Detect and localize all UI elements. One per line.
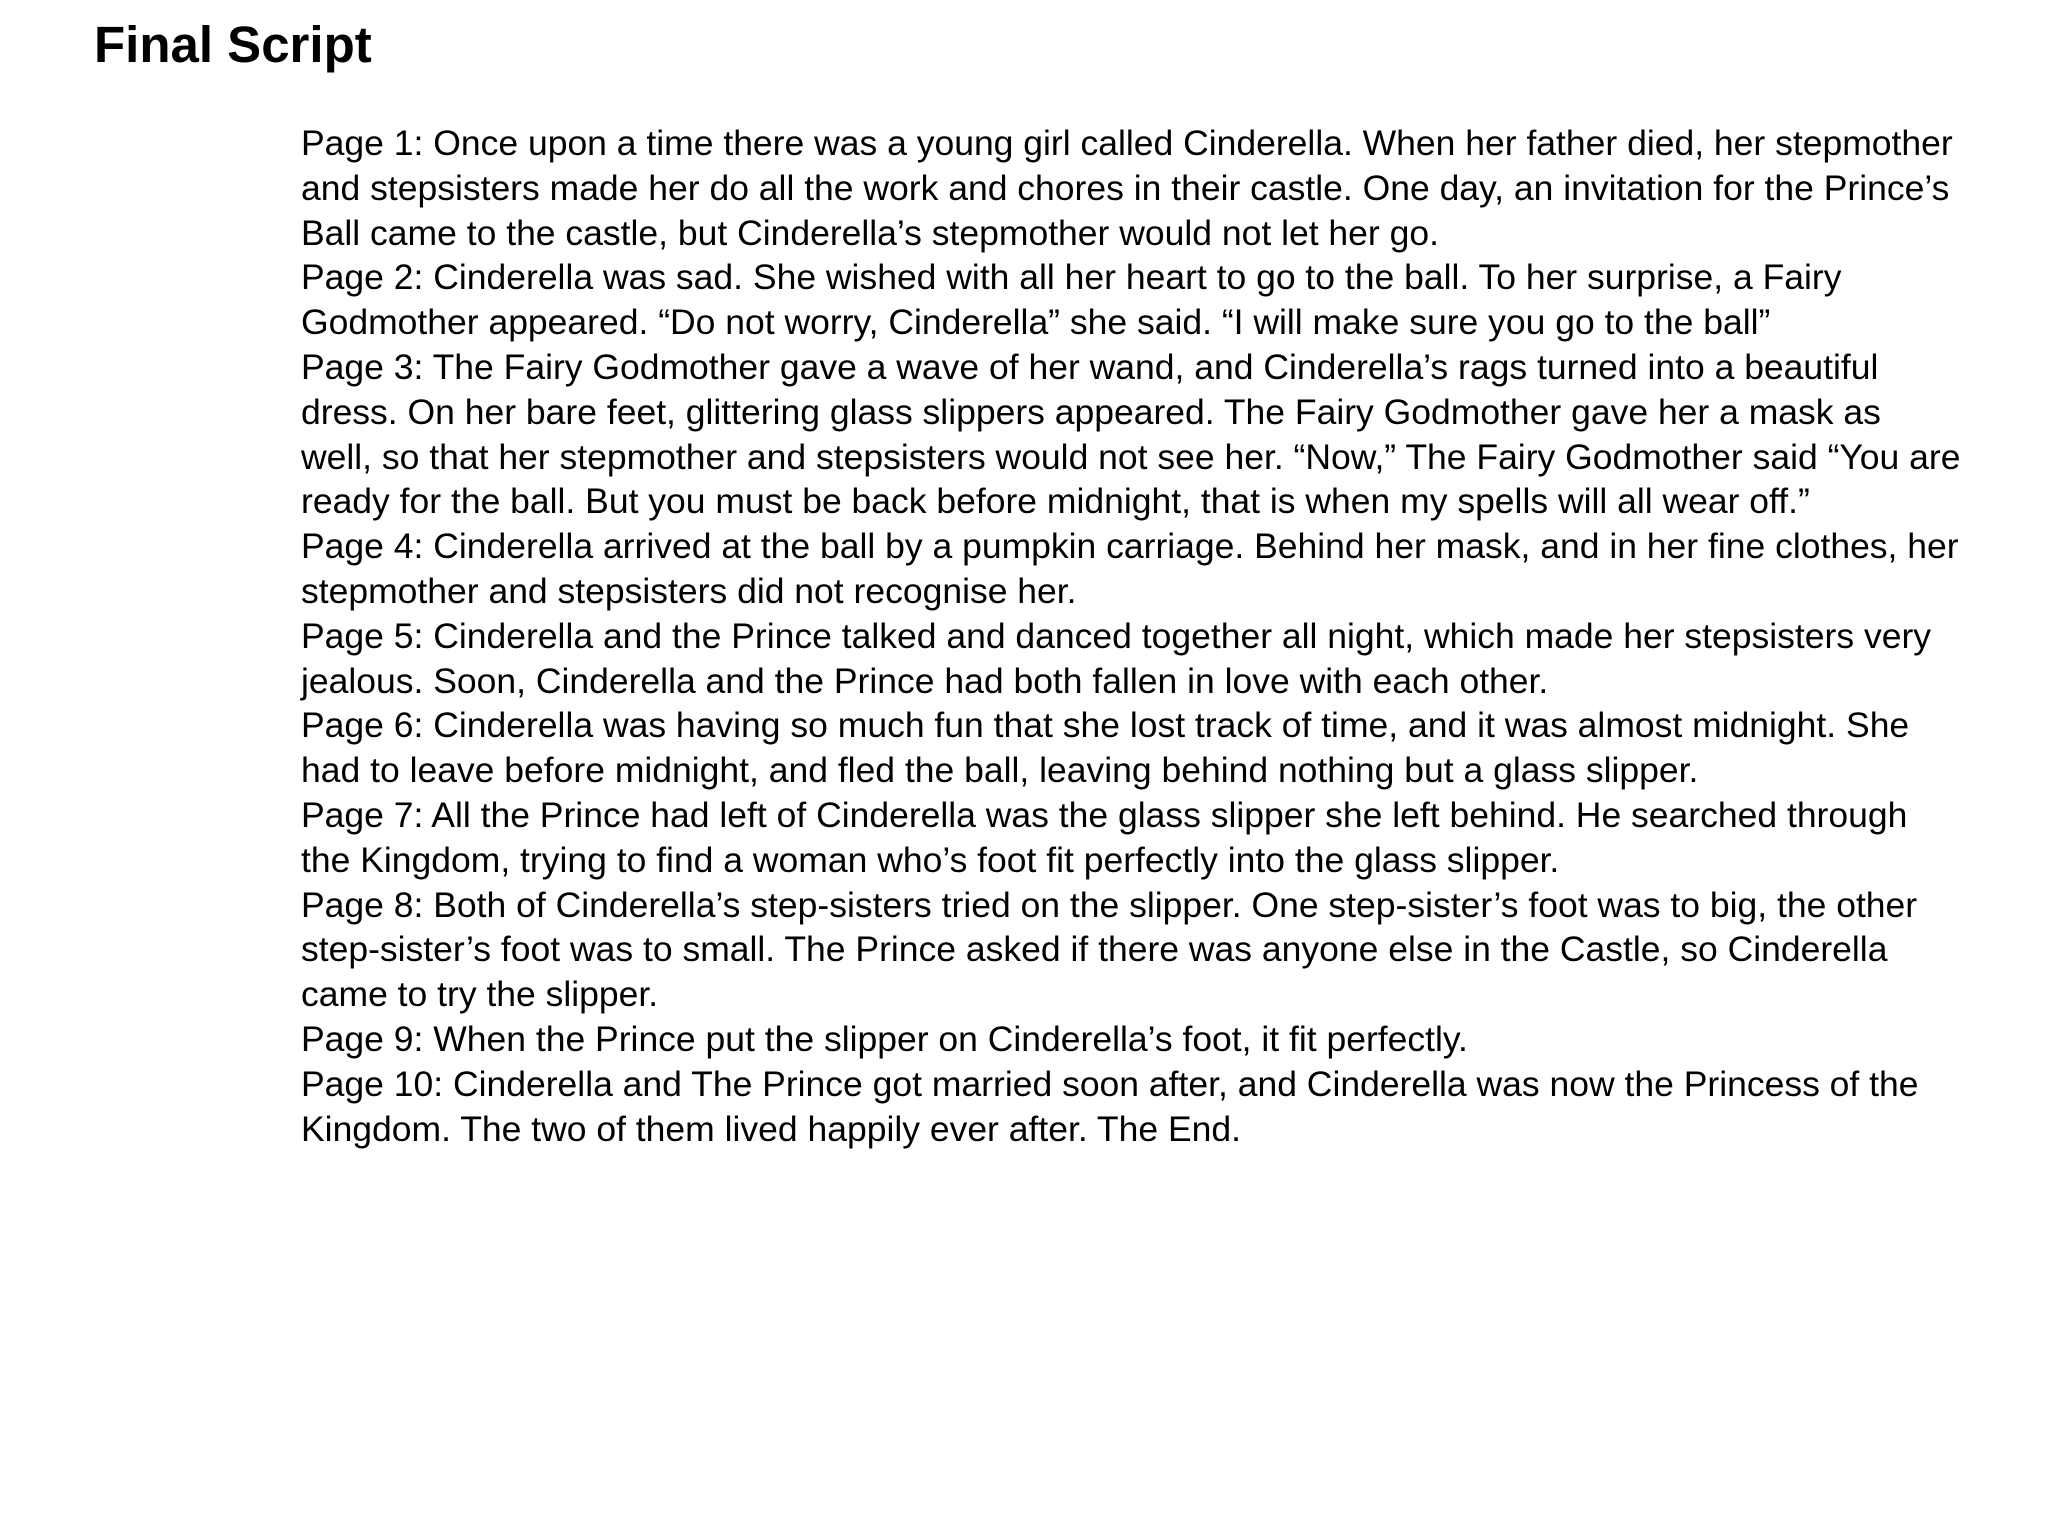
script-page-1: Page 1: Once upon a time there was a young girl called Cinderella. When her father died, her stepmother and stepsisters made her do all the work and chores in their castle. One day, an invitation for the Prince’s Ball came to the castle, but Cinderella’s stepmother would not let her go. [301,123,1953,253]
script-body [301,121,1961,1151]
script-page-3: Page 3: The Fairy Godmother gave a wave of her wand, and Cinderella’s rags turned into a beautiful dress. On her bare feet, glittering glass slippers appeared. The Fairy Godmother gave her a mask as well, so that her stepmother and stepsisters would not see her. “Now,” The Fairy Godmother said “You are ready for the ball. But you must be back before midnight, that is when my spells will all wear off.” [301,346,1961,522]
script-page-5: Page 5: Cinderella and the Prince talked and danced together all night, which made her stepsisters very jealous. Soon, Cinderella and the Prince had both fallen in love with each other. [301,615,1932,701]
script-page-9: Page 9: When the Prince put the slipper on Cinderella’s foot, it fit perfectly. [301,1018,1468,1059]
page-title: Final Script [94,16,372,73]
script-page-4: Page 4: Cinderella arrived at the ball by a pumpkin carriage. Behind her mask, and in her fine clothes, her stepmother and stepsisters did not recognise her. [301,526,1959,611]
script-page-10: Page 10: Cinderella and The Prince got married soon after, and Cinderella was now the Princess of the Kingdom. The two of them lived happily ever after. The End. [301,1063,1919,1149]
script-page-8: Page 8: Both of Cinderella’s step-sisters tried on the slipper. One step-sister’s foot was to big, the other step-sister’s foot was to small. The Prince asked if there was anyone else in the Castle, so Cinderella came to try the slipper. [301,884,1918,1015]
script-page-7: Page 7: All the Prince had left of Cinderella was the glass slipper she left behind. He searched through the Kingdom, trying to find a woman who’s foot fit perfectly into the glass slipper. [301,794,1908,880]
script-page-2: Page 2: Cinderella was sad. She wished with all her heart to go to the ball. To her surprise, a Fairy Godmother appeared. “Do not worry, Cinderella” she said. “I will make sure you go to the ball” [301,257,1842,343]
script-page-6: Page 6: Cinderella was having so much fun that she lost track of time, and it was almost midnight. She had to leave before midnight, and fled the ball, leaving behind nothing but a glass slipper. [301,705,1910,791]
